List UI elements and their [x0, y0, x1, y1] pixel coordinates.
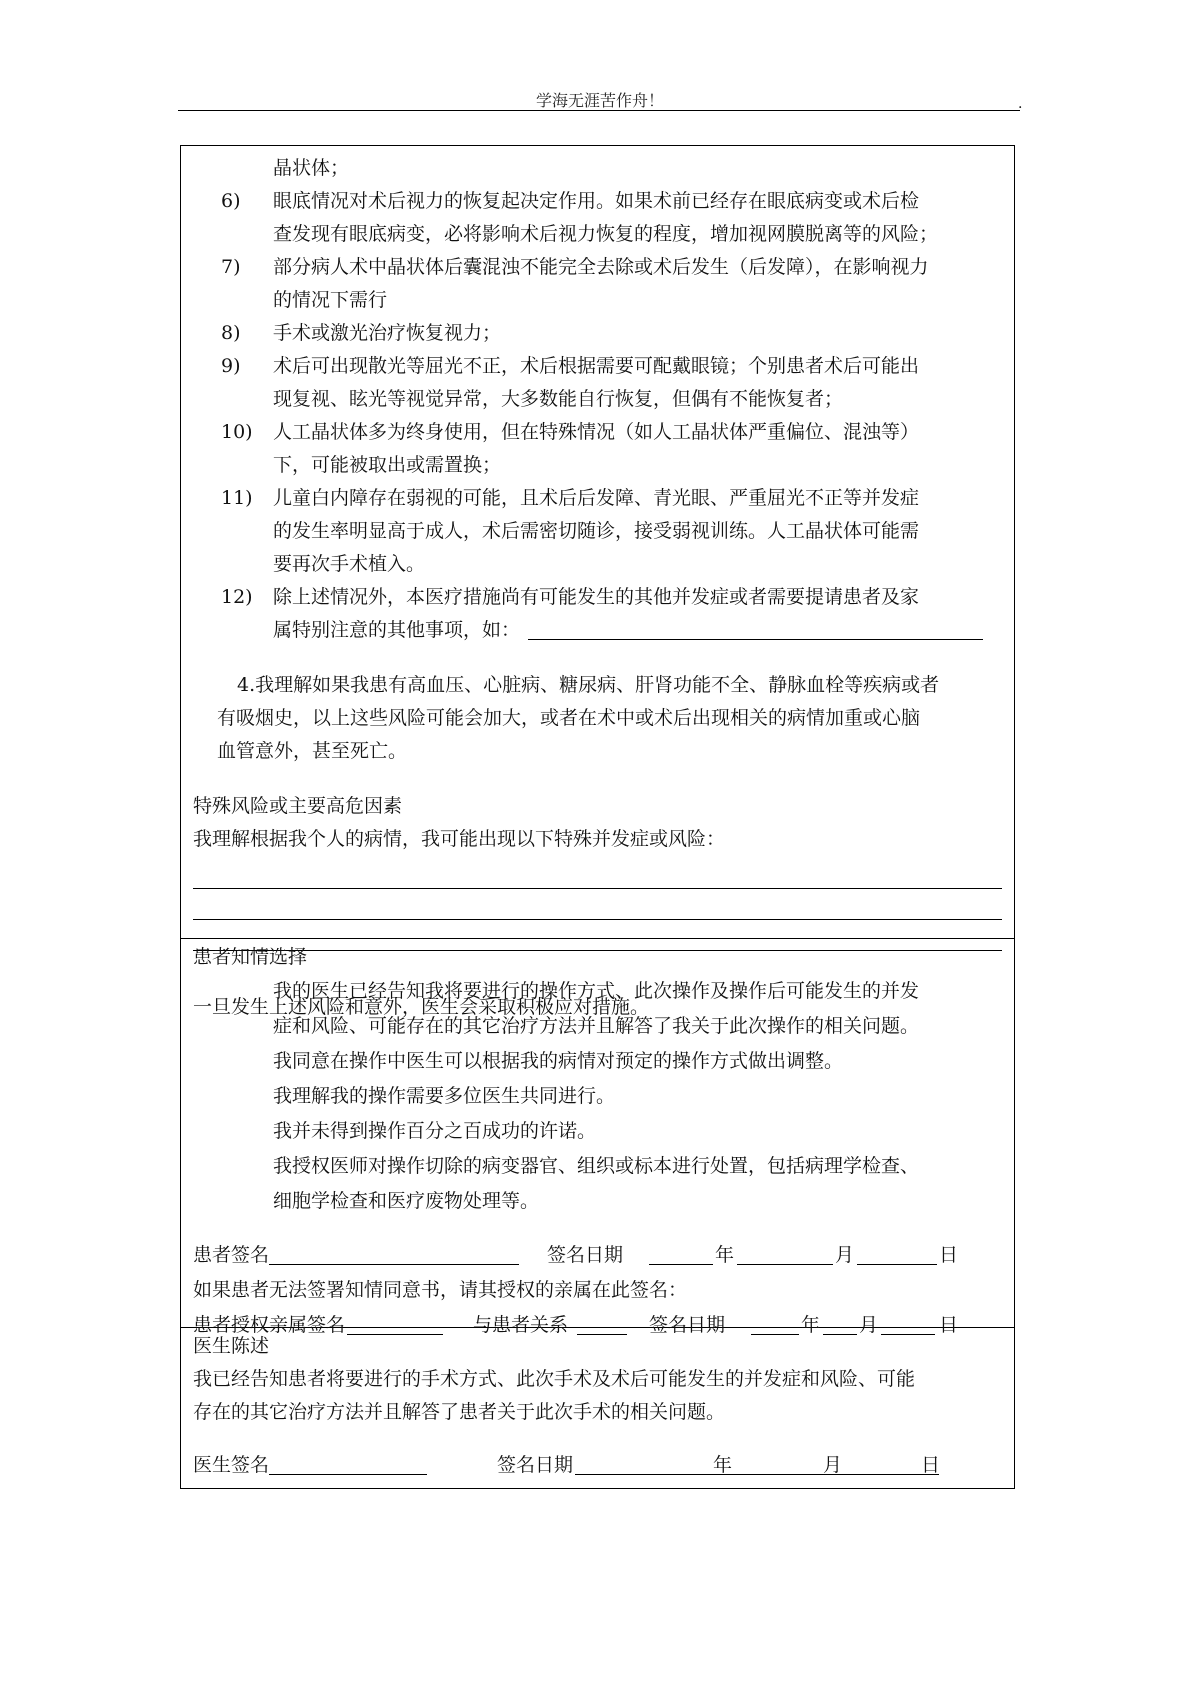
day-label: 日: [939, 1314, 959, 1336]
risk-item-number: 11): [221, 487, 253, 509]
risk-item-11: [181, 482, 1014, 581]
year-label: 年: [801, 1314, 821, 1336]
doctor-statement-text: 存在的其它治疗方法并且解答了患者关于此次手术的相关问题。: [193, 1401, 726, 1423]
risk-item-number: 9): [221, 355, 241, 377]
consent-form: [180, 145, 1015, 1489]
special-risk-field[interactable]: [193, 889, 1002, 920]
closing-statement: 一旦发生上述风险和意外，医生会采取积极应对措施。: [193, 996, 650, 1018]
day-label: 日: [939, 1244, 959, 1266]
item-4-text: 4.我理解如果我患有高血压、心脏病、糖尿病、肝肾功能不全、静脉血栓等疾病或者: [237, 674, 940, 696]
patient-choice-section: [181, 939, 1014, 1336]
other-matters-field[interactable]: [528, 617, 983, 640]
risk-item-text: 要再次手术植入。: [273, 553, 426, 575]
patient-choice-title: 患者知情选择: [193, 946, 308, 968]
risk-item-text: 部分病人术中晶状体后囊混浊不能完全去除或术后发生（后发障），在影响视力: [273, 256, 929, 278]
special-risk-field[interactable]: [193, 862, 1002, 889]
risk-item-text: 下，可能被取出或需置换；: [273, 454, 502, 476]
doctor-date-label: 签名日期: [497, 1454, 574, 1476]
doctor-signature-label: 医生签名: [193, 1454, 270, 1476]
proxy-signature-label: 患者授权亲属签名: [193, 1314, 346, 1336]
doctor-statement-title: 医生陈述: [193, 1335, 270, 1357]
patient-date-year-field[interactable]: [649, 1239, 713, 1265]
header-dot: .: [1018, 96, 1023, 112]
risk-item-text: 人工晶状体多为终身使用，但在特殊情况（如人工晶状体严重偏位、混浊等）: [273, 421, 920, 443]
patient-date-month-field[interactable]: [737, 1239, 833, 1265]
doctor-statement-section: [181, 1328, 1014, 1488]
patient-statement: 症和风险、可能存在的其它治疗方法并且解答了我关于此次操作的相关问题。: [273, 1015, 920, 1037]
proxy-intro: 如果患者无法签署知情同意书，请其授权的亲属在此签名：: [193, 1279, 688, 1301]
month-label: 月: [859, 1314, 879, 1336]
relation-label: 与患者关系: [473, 1314, 569, 1336]
patient-statement: 我授权医师对操作切除的病变器官、组织或标本进行处置，包括病理学检查、: [273, 1155, 920, 1177]
risk-item-text: 手术或激光治疗恢复视力；: [273, 322, 502, 344]
patient-statement: 我同意在操作中医生可以根据我的病情对预定的操作方式做出调整。: [273, 1050, 844, 1072]
doctor-signature-field[interactable]: [269, 1449, 427, 1475]
patient-statement: 我理解我的操作需要多位医生共同进行。: [273, 1085, 616, 1107]
header-rule: [178, 110, 1020, 111]
risk-item-number: 8): [221, 322, 241, 344]
patient-signature-row: [181, 1237, 1014, 1273]
patient-date-day-field[interactable]: [857, 1239, 937, 1265]
risk-item-text: 眼底情况对术后视力的恢复起决定作用。如果术前已经存在眼底病变或术后检: [273, 190, 920, 212]
risk-item-text: 查发现有眼底病变，必将影响术后视力恢复的程度，增加视网膜脱离等的风险；: [273, 223, 939, 245]
doctor-signature-row: [181, 1447, 1014, 1483]
risk-item-8: [181, 317, 1014, 350]
risk-item-text: 的情况下需行: [273, 289, 388, 311]
patient-statement: 我的医生已经告知我将要进行的操作方式、此次操作及操作后可能发生的并发: [273, 980, 920, 1002]
risk-item-9: [181, 350, 1014, 416]
risk-item-5-tail: 晶状体；: [273, 157, 350, 179]
risk-item-12: [181, 581, 1014, 647]
patient-signature-field[interactable]: [269, 1239, 519, 1265]
risk-item-number: 7): [221, 256, 241, 278]
special-risk-intro: 我理解根据我个人的病情，我可能出现以下特殊并发症或风险：: [193, 828, 726, 850]
risk-item-text: 儿童白内障存在弱视的可能，且术后后发障、青光眼、严重屈光不正等并发症: [273, 487, 920, 509]
page-header: 学海无涯苦作舟！: [535, 91, 664, 110]
risk-item-text: 现复视、眩光等视觉异常，大多数能自行恢复，但偶有不能恢复者；: [273, 388, 844, 410]
special-risk-title: 特殊风险或主要高危因素: [193, 795, 403, 817]
patient-statement: 我并未得到操作百分之百成功的许诺。: [273, 1120, 597, 1142]
risk-item-6: [181, 185, 1014, 251]
year-label: 年: [713, 1454, 733, 1476]
patient-signature-label: 患者签名: [193, 1244, 270, 1266]
risk-item-text: 除上述情况外，本医疗措施尚有可能发生的其他并发症或者需要提请患者及家: [273, 586, 920, 608]
month-label: 月: [835, 1244, 855, 1266]
risk-item-7: [181, 251, 1014, 317]
doctor-date-field[interactable]: [575, 1449, 939, 1475]
risk-item-number: 12): [221, 586, 253, 608]
risk-item-text: 术后可出现散光等屈光不正，术后根据需要可配戴眼镜；个别患者术后可能出: [273, 355, 920, 377]
risk-item-text: 的发生率明显高于成人，术后需密切随诊，接受弱视训练。人工晶状体可能需: [273, 520, 920, 542]
doctor-statement-text: 我已经告知患者将要进行的手术方式、此次手术及术后可能发生的并发症和风险、可能: [193, 1368, 916, 1390]
month-label: 月: [823, 1454, 843, 1476]
risk-item-number: 6): [221, 190, 241, 212]
item-4-text: 血管意外，甚至死亡。: [217, 740, 408, 762]
proxy-date-label: 签名日期: [649, 1314, 726, 1336]
patient-date-label: 签名日期: [547, 1244, 624, 1266]
item-4-text: 有吸烟史，以上这些风险可能会加大，或者在术中或术后出现相关的病情加重或心脑: [217, 707, 921, 729]
patient-statement: 细胞学检查和医疗废物处理等。: [273, 1190, 540, 1212]
risk-item-number: 10): [221, 421, 253, 443]
risk-item-10: [181, 416, 1014, 482]
day-label: 日: [921, 1454, 941, 1476]
risk-item-text: 属特别注意的其他事项，如：: [273, 619, 521, 641]
year-label: 年: [715, 1244, 735, 1266]
